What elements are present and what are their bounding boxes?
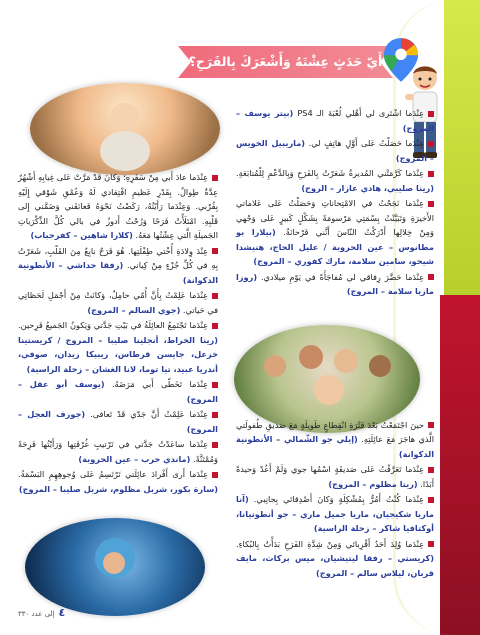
entry-l5: عِنْدَما تَخَطّى أَبي مَرَضَهُ. (يوسف أبو عقل – المروج) xyxy=(18,379,218,404)
bullet-icon xyxy=(428,541,434,547)
issue-label: إلى عدد ٣٣٠ xyxy=(18,610,55,618)
bullet-icon xyxy=(428,274,434,280)
page-title: أَيّ حَدَثٍ عِشْتَهُ وَأَشْعَرَكَ بِالفَرَحِ؟ xyxy=(188,54,383,69)
bullet-icon xyxy=(428,467,434,473)
entry-l3: عِنْدَما عَلِمْتُ بِأَنَّ أُمّي حامِلٌ، وَكانَتْ مِنْ أَجْمَلِ لَحَظاتِي في حَياتي. (جوي السالم – المروج) xyxy=(18,290,218,315)
entry-r6: حينَ اجْتَمَعْتُ بَعْدَ فَتْرَةِ انْقِطاعٍ طَويلَةٍ مَعَ صَديقِ طُفولَتي الَّذي هاجَرَ مَعَ عائِلَتِهِ. (إيلي جو الشّمالي – الأنطونية الدكوانة) xyxy=(236,419,434,459)
entry-l7: عِنْدَما ساعَدْتُ جَدَّتي في تَرْتيبِ غُرْفَتِها وَرَأَيْتُها فَرِحَةً وَمُمْتَنَّةً. (ماندي حرب – عين الحروبة) xyxy=(18,439,218,464)
entry-r3: عِنْدَما كَرَّمَتْني المُديرةُ شَعَرْتُ بِالفَرَحِ وَبِالدَّعْمِ لِلْمُتابَعَةِ. (رينا صليبي، هادي عازار – الروح) xyxy=(236,168,434,193)
page-number: ٤ xyxy=(54,606,66,619)
bullet-icon xyxy=(212,412,218,418)
entry-l1: عِنْدَما عادَ أَبي مِنْ سَفَرِهِ؛ وَكانَ قَدْ مَرَّتْ عَلى غِيابِهِ أَشْهُرٌ عِدَّةٌ طِوالٌ. بِقَدْرِ عَظيمِ افْتِقادي لَهُ وَعُمْقِ شَوْقي إِلَيْهِ بِقُرْبي. وَعِنْدَما رَأَيْتُهُ، رَكَضْتُ نَحْوَهُ فَعانَقَني وَضَمَّني إِلى قَلْبِهِ. امْتَلَأْتُ فَرَحًا وَرُحْتُ أَدوزُ في بالي كُلَّ الذِّكْرَياتِ الجَميلَةِ الَّتي عِشْتُها مَعَهُ. (كلارا شاهين – كفرحباب) xyxy=(18,172,218,240)
bullet-icon xyxy=(428,201,434,207)
entry-l8: عِنْدَما أَرى أَفْرادَ عائِلَتي تَرْتَسِمُ عَلى وُجوهِهِمِ البَسْمَةُ. (سارة بكور، شربل مظلوم، شربل صليبا – المروج) xyxy=(18,469,218,494)
bullet-icon xyxy=(428,171,434,177)
bullet-icon xyxy=(212,323,218,329)
bullet-icon xyxy=(428,422,434,428)
entry-r8: عِنْدَما كُنْتُ أَمُرُّ بِمُشْكِلَةٍ وَكانَ أَصْدِقائي بِجانِبي. (آنا ماريا شكيجيان، ماريا جميل ماري – جو أنطونيانا، أوكتافيا شاكر – زحلة الراسية) xyxy=(236,494,434,533)
entry-r4: عِنْدَما نَجَحْتُ في الامْتِحاناتِ وَحَصَلْتُ عَلى عَلاماتي الأَخيرَةِ وَتَبَيَّنْتُ بِسْمَتِي مَرْسومَةً بِشَكْلٍ كَبيرٍ عَلى وَجْهي وَمِنْ خِلالِها أَدْرَكْتُ النّاسَ أَنَّني فَرْحانَةٌ. (بيلارا بو مطانوس – عين الحروبة / عليل الحاج، هنيشدا شيحو، سامين سلامة، مارك كفوري – المروج) xyxy=(236,198,435,266)
entry-r1: عِنْدَما اشْتَرى لي أَهْلي لُعْبَةَ الـ PS4 (بيتر يوسف – المروج) xyxy=(236,108,434,133)
bullet-icon xyxy=(428,497,434,503)
entry-r5: عِنْدَما حَضَّرَ رِفاقي لي مُفاجَأَةً في يَوْمِ ميلادي. (روزا ماريا سلامة – المروج) xyxy=(236,271,434,296)
bullet-icon xyxy=(428,141,434,147)
bullet-icon xyxy=(212,293,218,299)
entry-r7: عِنْدَما تَعَرَّفْتُ عَلى صَديقَةٍ اسْمُها جوي وَلَمْ أَعُدْ وَحيدةً أَبَدًا. (ريتا مظلوم – المروج) xyxy=(236,464,434,489)
entry-l2: عِنْدَ وِلادَةِ أُخْتي طِفْلَتِها. هُوَ فَرَحٌ نابِعٌ مِنَ القَلْبِ، شَعَرْتُ بِهِ في كُلِّ جُزْءٍ مِنْ كِياني. (رفقا حداشي – الأنطونية الدكوانة) xyxy=(18,245,218,285)
bullet-icon xyxy=(212,175,218,181)
right-column xyxy=(236,106,434,581)
page-header xyxy=(0,0,480,100)
entry-l6: عِنْدَما عَلِمْتُ أَنَّ جَدّي قَدْ تَعافى. (جوزف العجل – المروج) xyxy=(18,409,218,434)
entry-l4: عِنْدَما تَجْتَمِعُ العائِلَةُ في بَيْتِ جَدَّتي وَيَكونُ الجَميعُ فَرِحين. (رينا الخراط، أنجلينا صليبا – المروج / كريستينا خزعل، جايسن قرطاس، ريبيكا زيدان، صوفي، أندريا عبيد، تيا توما، لانا الغشان – زحلة الراسية) xyxy=(18,320,218,374)
left-column xyxy=(18,170,218,497)
bullet-icon xyxy=(212,382,218,388)
content-columns xyxy=(18,90,434,610)
entry-r9: عِنْدَما وُلِدَ أَحَدُ أَقْرِبائي وَمِنْ شِدَّةِ الفَرَحِ بَدَأْتُ بِالبُكاءِ. (كريستي – رفقا ليتيشيان، ميس بركات، مايف قربان، ليلاس سالم – المروج) xyxy=(236,538,434,578)
photo-spacer xyxy=(236,300,434,418)
entry-r2: عِنْدَما حَصَلْتُ عَلى أَوَّلِ هاتِفٍ لي. (ماريبيل الخويس – المروج) xyxy=(236,138,434,163)
bullet-icon xyxy=(212,442,218,448)
bullet-icon xyxy=(212,248,218,254)
page-footer xyxy=(18,606,65,619)
bullet-icon xyxy=(212,472,218,478)
bullet-icon xyxy=(428,111,434,117)
